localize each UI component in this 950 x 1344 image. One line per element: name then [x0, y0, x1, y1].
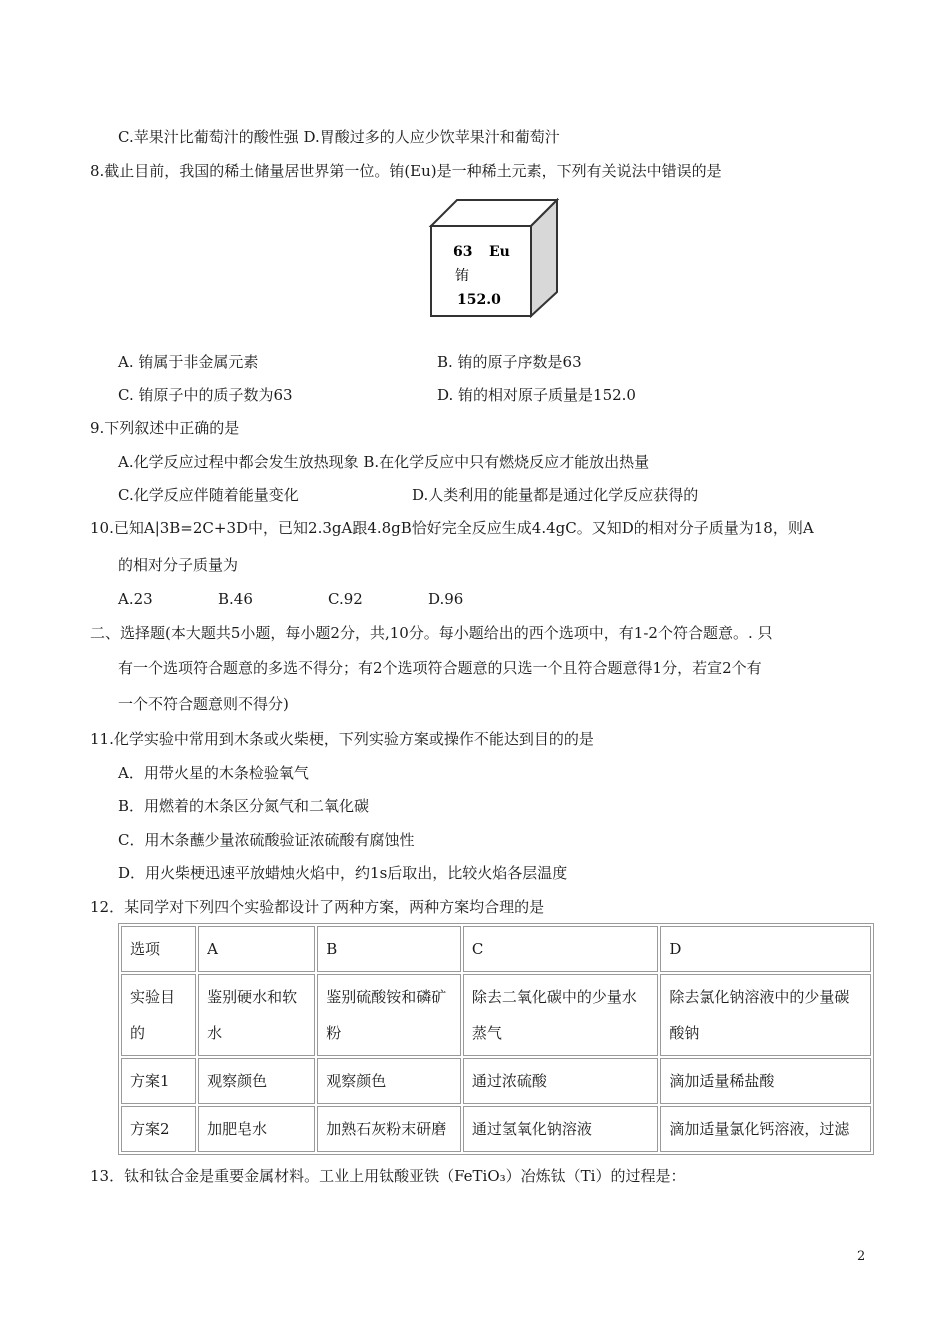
table-cell: D [660, 926, 871, 972]
q10-stem-line2: 的相对分子质量为 [118, 556, 239, 574]
table-cell: 鉴别硫酸铵和磷矿粉 [317, 974, 461, 1056]
table-header-row [121, 926, 871, 972]
table-cell: B [317, 926, 461, 972]
q8-option-b: B. 铕的原子序数是63 [437, 353, 582, 371]
q10-option-d: D.96 [428, 590, 464, 608]
table-cell: 方案2 [121, 1106, 196, 1152]
q8-option-c: C. 铕原子中的质子数为63 [118, 386, 293, 404]
q10-option-a: A.23 [118, 590, 153, 608]
q10-stem-line1: 10.已知A|3B=2C+3D中，已知2.3gA跟4.8gB恰好完全反应生成4.4gC。又知D的相对分子质量为18，则A [90, 519, 814, 537]
element-cube-europium [427, 196, 559, 318]
page-number: 2 [857, 1249, 866, 1264]
table-row [121, 1058, 871, 1104]
table-cell: 观察颜色 [198, 1058, 315, 1104]
element-atomic-number: 63 [453, 244, 473, 260]
section2-instructions-line3: 一个不符合题意则不得分) [118, 695, 289, 713]
section2-instructions-line1: 二、选择题(本大题共5小题，每小题2分，共,10分。每小题给出的西个选项中，有1-2个符合题意。. 只 [90, 624, 773, 642]
section2-instructions-line2: 有一个选项符合题意的多选不得分；有2个选项符合题意的只选一个且符合题意得1分，若宣2个有 [118, 659, 762, 677]
table-cell: 观察颜色 [317, 1058, 461, 1104]
q10-option-c: C.92 [328, 590, 363, 608]
table-cell: 加熟石灰粉末研磨 [317, 1106, 461, 1152]
q12-stem: 12．某同学对下列四个实验都设计了两种方案，两种方案均合理的是 [90, 898, 545, 916]
q11-stem: 11.化学实验中常用到木条或火柴梗，下列实验方案或操作不能达到目的的是 [90, 730, 594, 748]
table-cell: 除去二氧化碳中的少量水蒸气 [463, 974, 659, 1056]
q9-options-ab: A.化学反应过程中都会发生放热现象 B.在化学反应中只有燃烧反应才能放出热量 [118, 453, 650, 471]
q11-option-c: C．用木条蘸少量浓硫酸验证浓硫酸有腐蚀性 [118, 831, 415, 849]
q7-options-cd: C.苹果汁比葡萄汁的酸性强 D.胃酸过多的人应少饮苹果汁和葡萄汁 [118, 128, 560, 146]
table-cell: 通过浓硫酸 [463, 1058, 659, 1104]
table-cell: 滴加适量稀盐酸 [660, 1058, 871, 1104]
table-row [121, 974, 871, 1056]
element-name: 铕 [455, 268, 469, 284]
q12-table [118, 923, 874, 1155]
element-symbol: Eu [489, 244, 510, 260]
table-cell: 实验目的 [121, 974, 196, 1056]
table-cell: 鉴别硬水和软水 [198, 974, 315, 1056]
table-cell: 方案1 [121, 1058, 196, 1104]
q8-option-d: D. 铕的相对原子质量是152.0 [437, 386, 636, 404]
q8-option-a: A. 铕属于非金属元素 [118, 353, 259, 371]
q9-option-d: D.人类利用的能量都是通过化学反应获得的 [412, 486, 699, 504]
q9-stem: 9.下列叙述中正确的是 [90, 419, 240, 437]
q11-option-b: B．用燃着的木条区分氮气和二氧化碳 [118, 797, 370, 815]
table-row [121, 1106, 871, 1152]
table-cell: 选项 [121, 926, 196, 972]
table-cell: 除去氯化钠溶液中的少量碳酸钠 [660, 974, 871, 1056]
q11-option-d: D．用火柴梗迅速平放蜡烛火焰中，约1s后取出，比较火焰各层温度 [118, 864, 568, 882]
element-atomic-mass: 152.0 [457, 292, 501, 308]
q13-stem: 13．钛和钛合金是重要金属材料。工业上用钛酸亚铁（FeTiO₃）冶炼钛（Ti）的过程是： [90, 1167, 686, 1185]
table-cell: 加肥皂水 [198, 1106, 315, 1152]
q10-option-b: B.46 [218, 590, 253, 608]
table-cell: 通过氢氧化钠溶液 [463, 1106, 659, 1152]
q11-option-a: A．用带火星的木条检验氧气 [118, 764, 309, 782]
q9-option-c: C.化学反应伴随着能量变化 [118, 486, 299, 504]
q8-stem: 8.截止目前，我国的稀土储量居世界第一位。铕(Eu)是一种稀土元素，下列有关说法中错误的是 [90, 162, 722, 180]
table-cell: A [198, 926, 315, 972]
table-cell: 滴加适量氯化钙溶液，过滤 [660, 1106, 871, 1152]
table-cell: C [463, 926, 659, 972]
